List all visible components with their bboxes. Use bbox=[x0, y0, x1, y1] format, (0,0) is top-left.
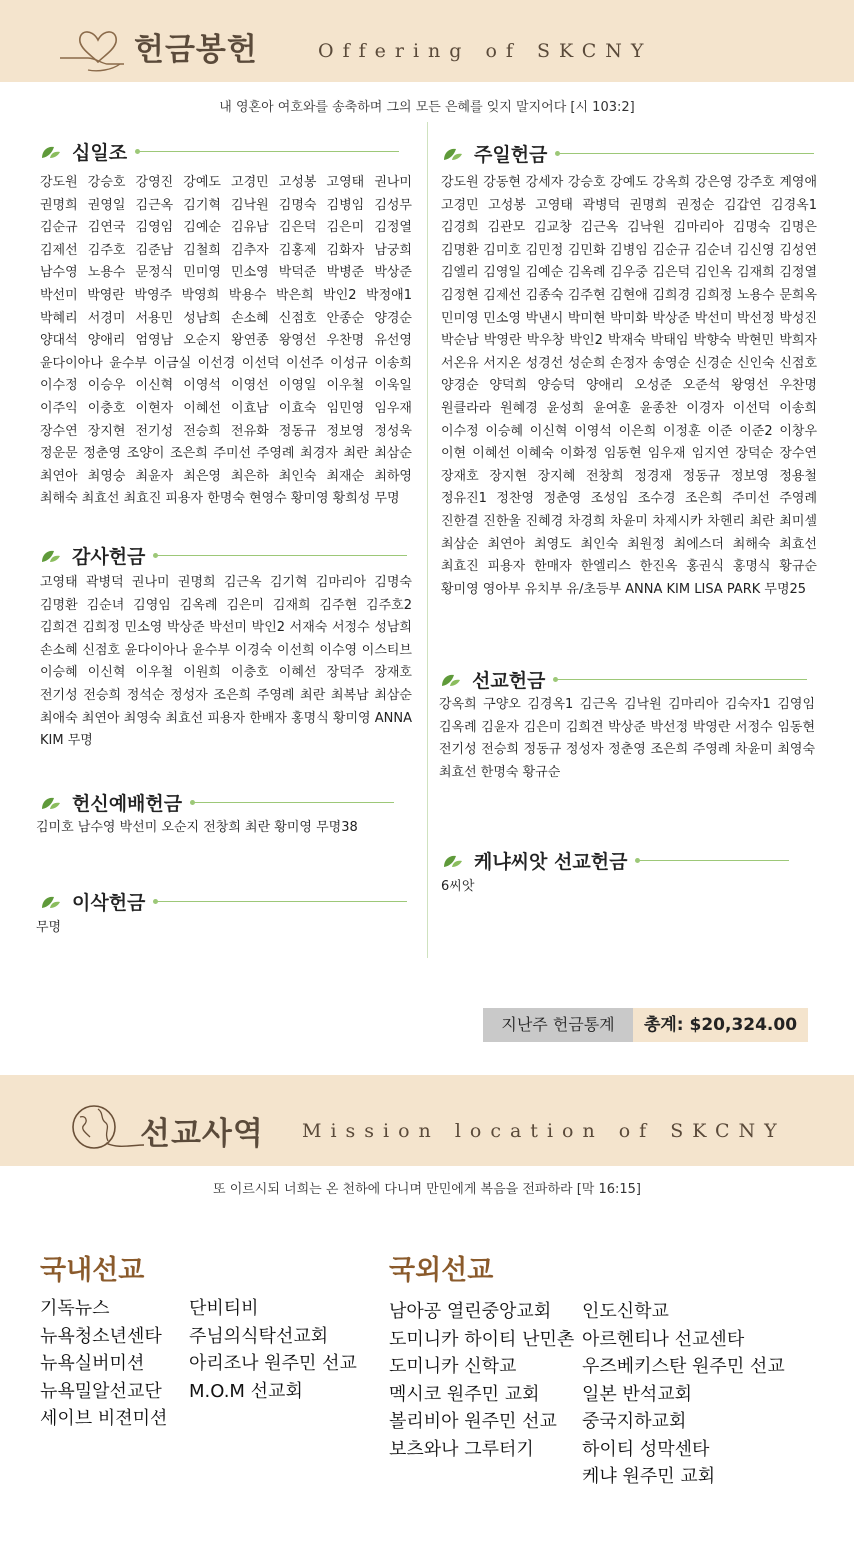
kenya-heading bbox=[442, 847, 789, 874]
sunday-names: 강도원 강동현 강세자 강승호 강예도 강옥희 강은영 강주호 계영애 고경민 고성봉 고영태 곽병덕 권명희 권정순 김갑연 김경옥1 김경희 김관모 김교창 김근옥 김낙원 김마리아 김명숙 김명은 김명환 김미호 김민정 김민화 김병임 김순규 김순녀 김신영 김성연 김엘리 김영일 김예순 김옥례 김우중 김은덕 김인옥 김재희 김정열 김정현 김제선 김종숙 김주현 김현애 김희경 김희정 노용수 문희옥 민미영 민소영 박낸시 박미현 박미화 박상준 박선미 박선정 박성진 박순남 박영란 박우창 박인2 박재숙 박태임 박향숙 박현민 박희자 서온유 서지온 성경선 성순희 손정자 송영순 신경순 신인숙 신점호 양경순 양덕희 양승덕 양애리 오성준 오준석 왕영선 우찬명 원클라라 원혜경 윤성희 윤여훈 윤종찬 이경자 이선덕 이송희 이수정 이승혜 이신혁 이영석 이은희 이정훈 이준 이준2 이창우 이현 이혜선 이혜숙 이화정 임동현 임우재 임지연 장덕순 장수연 장재호 장지현 장지혜 전창희 정경재 정동규 정보영 정용철 정유진1 정찬영 정춘영 조성임 조수경 조은희 주미선 주영례 진한결 진한울 진혜경 차경희 차윤미 차제시카 차헨리 최란 최미셀 최삼순 최연아 최영도 최인숙 최원정 최에스더 최해숙 최효선 최효진 피용자 한매자 한엘리스 한진옥 홍권식 홍명식 황규순 황미영 영아부 유치부 유/초등부 ANNA KIM LISA PARK 무명25 bbox=[441, 175, 817, 597]
column-divider bbox=[427, 122, 428, 958]
leaf-icon bbox=[40, 144, 62, 160]
mission-header-band bbox=[0, 1075, 854, 1166]
list-item: 주님의식탁선교회 bbox=[189, 1325, 329, 1347]
list-item: 도미니카 하이티 난민촌 bbox=[389, 1328, 575, 1350]
list-item: 기독뉴스 bbox=[40, 1298, 110, 1319]
missions-names: 강옥희 구양오 김경옥1 김근옥 김낙원 김마리아 김숙자1 김영임 김옥례 김윤자 김은미 김희견 박상준 박선정 박영란 서정수 임동현 전기성 전승희 정동규 정성자 정춘영 조은희 주영례 차윤미 최영숙 최효선 한명숙 황규순 bbox=[439, 697, 815, 780]
relocation-heading bbox=[40, 888, 407, 915]
list-item: 인도신학교 bbox=[582, 1301, 669, 1322]
globe-icon bbox=[66, 1101, 146, 1151]
domestic-title: 국내선교 bbox=[40, 1255, 145, 1286]
list-item: 중국지하교회 bbox=[582, 1411, 687, 1432]
thanks-title: 감사헌금 bbox=[72, 546, 146, 568]
offering-header-band bbox=[0, 0, 854, 82]
leaf-icon bbox=[442, 146, 464, 162]
leaf-icon bbox=[442, 853, 464, 869]
tithe-names: 강도원 강승호 강영진 강예도 고경민 고성봉 고영태 권나미 권명희 권영일 김근옥 김기혁 김낙원 김명숙 김병임 김성무 김순규 김연국 김영임 김예순 김유남 김은덕 김은미 김정열 김제선 김주호 김준남 김철희 김추자 김홍제 김화자 남궁희 남수영 노용수 문정식 민미영 민소영 박덕준 박병준 박상준 박선미 박영란 박영주 박영희 박용수 박은희 박인2 박정애1 박혜리 서경미 서용민 성남희 손소혜 신점호 안종순 양경순 양대석 양애리 엄영남 오순지 왕연종 왕영선 우찬명 유선영 윤다이아나 윤수부 이금실 이선경 이선덕 이선주 이성규 이송희 이수정 이승우 이신혁 이영석 이영선 이영일 이우철 이욱일 이주익 이충호 이현자 이혜선 이효남 이효숙 임민영 임우재 장수연 장지현 전기성 전승희 전유화 정동규 정보영 정성욱 정운문 정춘영 조양이 조은희 주미선 주영례 최경자 최란 최삼순 최연아 최영숭 최윤자 최은영 최은하 최인숙 최재순 최하영 최해숙 최효선 최효진 피용자 한명숙 현영수 황미영 황희성 무명 bbox=[40, 175, 412, 507]
relocation-title: 이삭헌금 bbox=[72, 892, 146, 914]
list-item: 아르헨티나 선교센타 bbox=[582, 1328, 745, 1350]
devotion-title: 헌신예배헌금 bbox=[72, 793, 183, 815]
last-week-total: 총계: $20,324.00 bbox=[633, 1008, 808, 1042]
heading-line bbox=[157, 901, 407, 902]
list-item: 뉴욕실버미션 bbox=[40, 1353, 145, 1374]
kenya-title: 케냐씨앗 선교헌금 bbox=[474, 851, 628, 873]
heart-hands-icon bbox=[58, 18, 138, 76]
tithe-heading bbox=[40, 138, 399, 165]
overseas-list-2 bbox=[582, 1298, 785, 1491]
mission-verse: 또 이르시되 너희는 온 천하에 다니며 만민에게 복음을 전파하라 [막 16:15] bbox=[213, 1182, 641, 1197]
list-item: 보츠와나 그루터기 bbox=[389, 1438, 534, 1460]
devotion-heading bbox=[40, 789, 394, 816]
list-item: 볼리비아 원주민 선교 bbox=[389, 1411, 557, 1432]
relocation-names: 무명 bbox=[36, 920, 62, 935]
heading-line bbox=[639, 860, 789, 861]
list-item: 남아공 열린중앙교회 bbox=[389, 1301, 552, 1322]
devotion-names: 김미호 남수영 박선미 오순지 전창희 최란 황미영 무명38 bbox=[36, 820, 358, 835]
list-item: 우즈베키스탄 원주민 선교 bbox=[582, 1356, 785, 1377]
heading-line bbox=[157, 555, 407, 556]
list-item: 일본 반석교회 bbox=[582, 1383, 693, 1405]
list-item: 도미니카 신학교 bbox=[389, 1356, 517, 1377]
sunday-heading bbox=[442, 140, 814, 167]
overseas-list-1 bbox=[389, 1298, 574, 1463]
leaf-icon bbox=[440, 672, 462, 688]
kenya-names: 6씨앗 bbox=[441, 879, 475, 894]
mission-title: 선교사역 bbox=[140, 1116, 264, 1152]
thanks-names: 고영태 곽병덕 권나미 권명희 김근옥 김기혁 김마리아 김명숙 김명환 김순녀 김영임 김옥례 김은미 김재희 김주현 김주호2 김희견 김희정 민소영 박상준 박선미 박인2 서재숙 서정수 성남희 손소혜 신점호 윤다이아나 윤수부 이경숙 이선희 이수영 이스티브 이승혜 이신혁 이우철 이원희 이충호 이혜선 장덕주 장재호 전기성 전승희 정석순 정성자 조은희 주영례 최란 최복남 최삼순 최애숙 최연아 최영숙 최효선 피용자 한배자 홍명식 황미영 ANNA KIM 무명 bbox=[40, 575, 412, 749]
sunday-title: 주일헌금 bbox=[474, 144, 548, 166]
list-item: 하이티 성막센타 bbox=[582, 1438, 710, 1460]
domestic-list-2 bbox=[189, 1295, 357, 1405]
missions-heading bbox=[440, 666, 807, 693]
list-item: 멕시코 원주민 교회 bbox=[389, 1383, 540, 1405]
heading-line bbox=[559, 153, 814, 154]
missions-title: 선교헌금 bbox=[472, 670, 546, 692]
offering-title: 헌금봉헌 bbox=[134, 32, 258, 68]
list-item: 케냐 원주민 교회 bbox=[582, 1466, 716, 1487]
list-item: 세이브 비젼미션 bbox=[40, 1408, 168, 1429]
heading-line bbox=[557, 679, 807, 680]
domestic-list-1 bbox=[40, 1295, 167, 1433]
leaf-icon bbox=[40, 894, 62, 910]
mission-subtitle: Mission location of SKCNY bbox=[302, 1120, 786, 1142]
heading-line bbox=[194, 802, 394, 803]
leaf-icon bbox=[40, 548, 62, 564]
thanks-heading bbox=[40, 542, 407, 569]
heading-line bbox=[139, 151, 399, 152]
list-item: M.O.M 선교회 bbox=[189, 1380, 303, 1402]
list-item: 뉴욕밀알선교단 bbox=[40, 1380, 162, 1402]
tithe-title: 십일조 bbox=[72, 142, 128, 164]
offering-subtitle: Offering of SKCNY bbox=[318, 40, 653, 62]
offering-verse: 내 영혼아 여호와를 송축하며 그의 모든 은혜를 잊지 말지어다 [시 103:2] bbox=[219, 100, 635, 115]
overseas-title: 국외선교 bbox=[389, 1255, 494, 1286]
list-item: 뉴욕청소년센타 bbox=[40, 1325, 162, 1347]
list-item: 아리조나 원주민 선교 bbox=[189, 1353, 357, 1374]
last-week-stats-label: 지난주 헌금통계 bbox=[483, 1008, 633, 1042]
list-item: 단비티비 bbox=[189, 1298, 259, 1319]
leaf-icon bbox=[40, 795, 62, 811]
